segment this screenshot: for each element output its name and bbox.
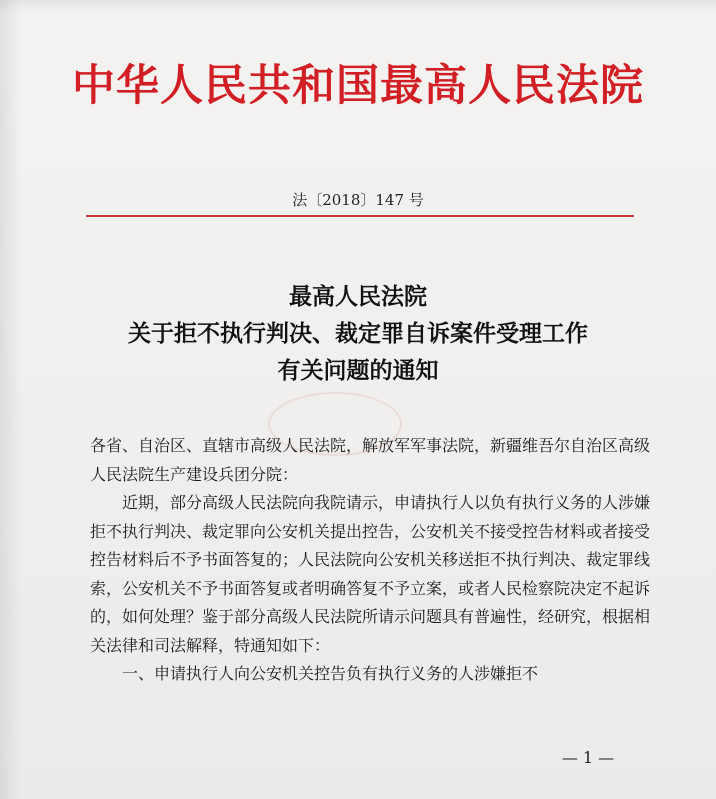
body-paragraph-2: 一、申请执行人向公安机关控告负有执行义务的人涉嫌拒不: [122, 664, 539, 683]
red-divider-line: [86, 215, 634, 217]
document-number: 法〔2018〕147 号: [292, 191, 424, 209]
notice-body: [90, 432, 650, 689]
body-paragraph-1: 近期，部分高级人民法院向我院请示，申请执行人以负有执行义务的人涉嫌拒不执行判决、裁定罪向公安机关提出控告，公安机关不接受控告材料或者接受控告材料后不予书面答复的；人民法院向公安机关移送拒不执行判决、裁定罪线索，公安机关不予书面答复或者明确答复不予立案，或者人民检察院决定不起诉的，如何处理？鉴于部分高级人民法院所请示问题具有普遍性，经研究，根据相关法律和司法解释，特通知如下：: [90, 493, 651, 655]
page-number: — 1 —: [561, 748, 615, 767]
notice-issuer: 最高人民法院: [289, 284, 427, 310]
page-shadow-top: [0, 0, 716, 14]
court-header: 中华人民共和国最高人民法院: [72, 61, 644, 111]
recipients-paragraph: 各省、自治区、直辖市高级人民法院，解放军军事法院，新疆维吾尔自治区高级人民法院生产建设兵团分院：: [90, 436, 651, 484]
page-shadow-left: [0, 0, 22, 799]
notice-title-line-3: 有关问题的通知: [277, 358, 439, 384]
notice-title-line-2: 关于拒不执行判决、裁定罪自诉案件受理工作: [128, 321, 588, 347]
